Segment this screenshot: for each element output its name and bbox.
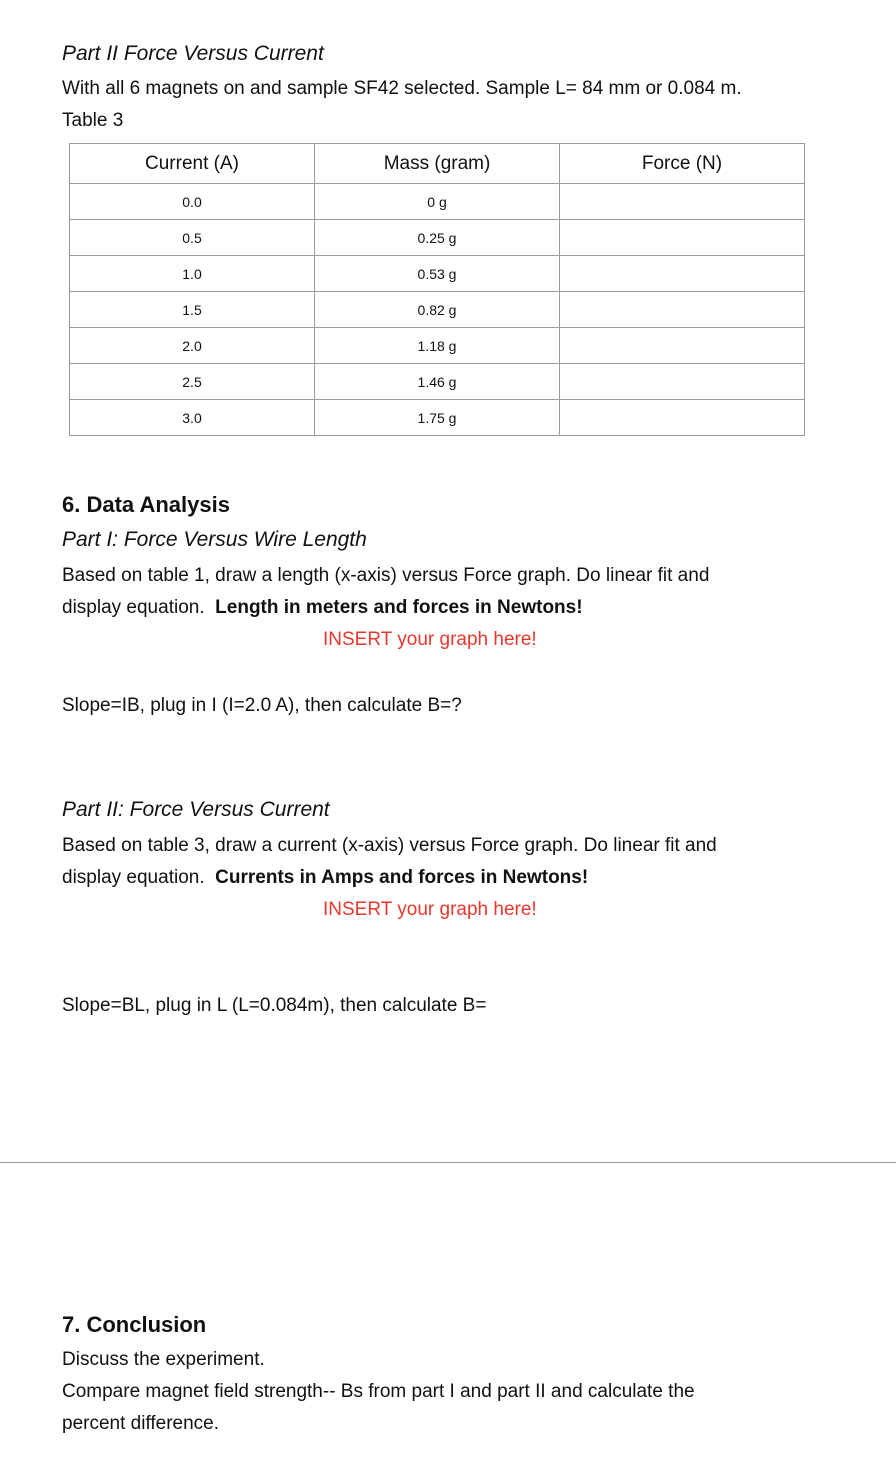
force-cell[interactable] <box>560 256 805 292</box>
conclusion-line1: Discuss the experiment. <box>62 1349 265 1370</box>
table-row <box>70 328 805 364</box>
header-current: Current (A) <box>70 144 315 184</box>
header-mass: Mass (gram) <box>315 144 560 184</box>
part1-instruction-line2 <box>62 596 583 620</box>
force-cell[interactable] <box>560 328 805 364</box>
part1-title: Part I: Force Versus Wire Length <box>62 528 367 551</box>
part2-instructions: With all 6 magnets on and sample SF42 selected. Sample L= 84 mm or 0.084 m. <box>62 78 742 99</box>
table-row <box>70 292 805 328</box>
force-cell[interactable] <box>560 364 805 400</box>
force-cell[interactable] <box>560 184 805 220</box>
mass-cell: 0.53 g <box>315 256 560 292</box>
mass-cell: 0.25 g <box>315 220 560 256</box>
mass-cell: 0 g <box>315 184 560 220</box>
conclusion-line3: percent difference. <box>62 1413 220 1434</box>
part2-instruction-line1: Based on table 3, draw a current (x-axis) versus Force graph. Do linear fit and <box>62 835 717 856</box>
table-3 <box>69 143 805 436</box>
part2-title: Part II Force Versus Current <box>62 42 324 65</box>
current-cell: 1.0 <box>70 256 315 292</box>
table-row <box>70 184 805 220</box>
part1-instruction-line1: Based on table 1, draw a length (x-axis) versus Force graph. Do linear fit and <box>62 565 710 586</box>
table-row <box>70 400 805 436</box>
table-header-row <box>70 144 805 184</box>
force-cell[interactable] <box>560 400 805 436</box>
conclusion-line2: Compare magnet field strength-- Bs from part I and part II and calculate the <box>62 1381 695 1402</box>
table-row <box>70 256 805 292</box>
current-cell: 2.0 <box>70 328 315 364</box>
part1-insert-graph: INSERT your graph here! <box>323 629 537 650</box>
table-row <box>70 364 805 400</box>
table-caption: Table 3 <box>62 110 124 131</box>
current-cell: 3.0 <box>70 400 315 436</box>
table-row <box>70 220 805 256</box>
conclusion-heading: 7. Conclusion <box>62 1312 207 1337</box>
part1-instruction-plain: display equation. <box>62 597 216 618</box>
header-force: Force (N) <box>560 144 805 184</box>
mass-cell: 1.18 g <box>315 328 560 364</box>
current-cell: 0.0 <box>70 184 315 220</box>
part2-instruction-bold: Currents in Amps and forces in Newtons! <box>215 867 589 888</box>
data-analysis-heading: 6. Data Analysis <box>62 492 230 517</box>
part2-instruction-plain: display equation. <box>62 867 216 888</box>
mass-cell: 1.46 g <box>315 364 560 400</box>
part2-slope: Slope=BL, plug in L (L=0.084m), then calculate B= <box>62 995 487 1016</box>
current-cell: 1.5 <box>70 292 315 328</box>
part2-instruction-line2 <box>62 866 588 890</box>
part1-instruction-bold: Length in meters and forces in Newtons! <box>215 597 583 618</box>
current-cell: 2.5 <box>70 364 315 400</box>
current-cell: 0.5 <box>70 220 315 256</box>
page-divider <box>0 1162 896 1163</box>
part2-insert-graph: INSERT your graph here! <box>323 899 537 920</box>
part1-slope: Slope=IB, plug in I (I=2.0 A), then calculate B=? <box>62 695 462 716</box>
mass-cell: 1.75 g <box>315 400 560 436</box>
force-cell[interactable] <box>560 292 805 328</box>
mass-cell: 0.82 g <box>315 292 560 328</box>
force-cell[interactable] <box>560 220 805 256</box>
part2-analysis-title: Part II: Force Versus Current <box>62 798 330 821</box>
